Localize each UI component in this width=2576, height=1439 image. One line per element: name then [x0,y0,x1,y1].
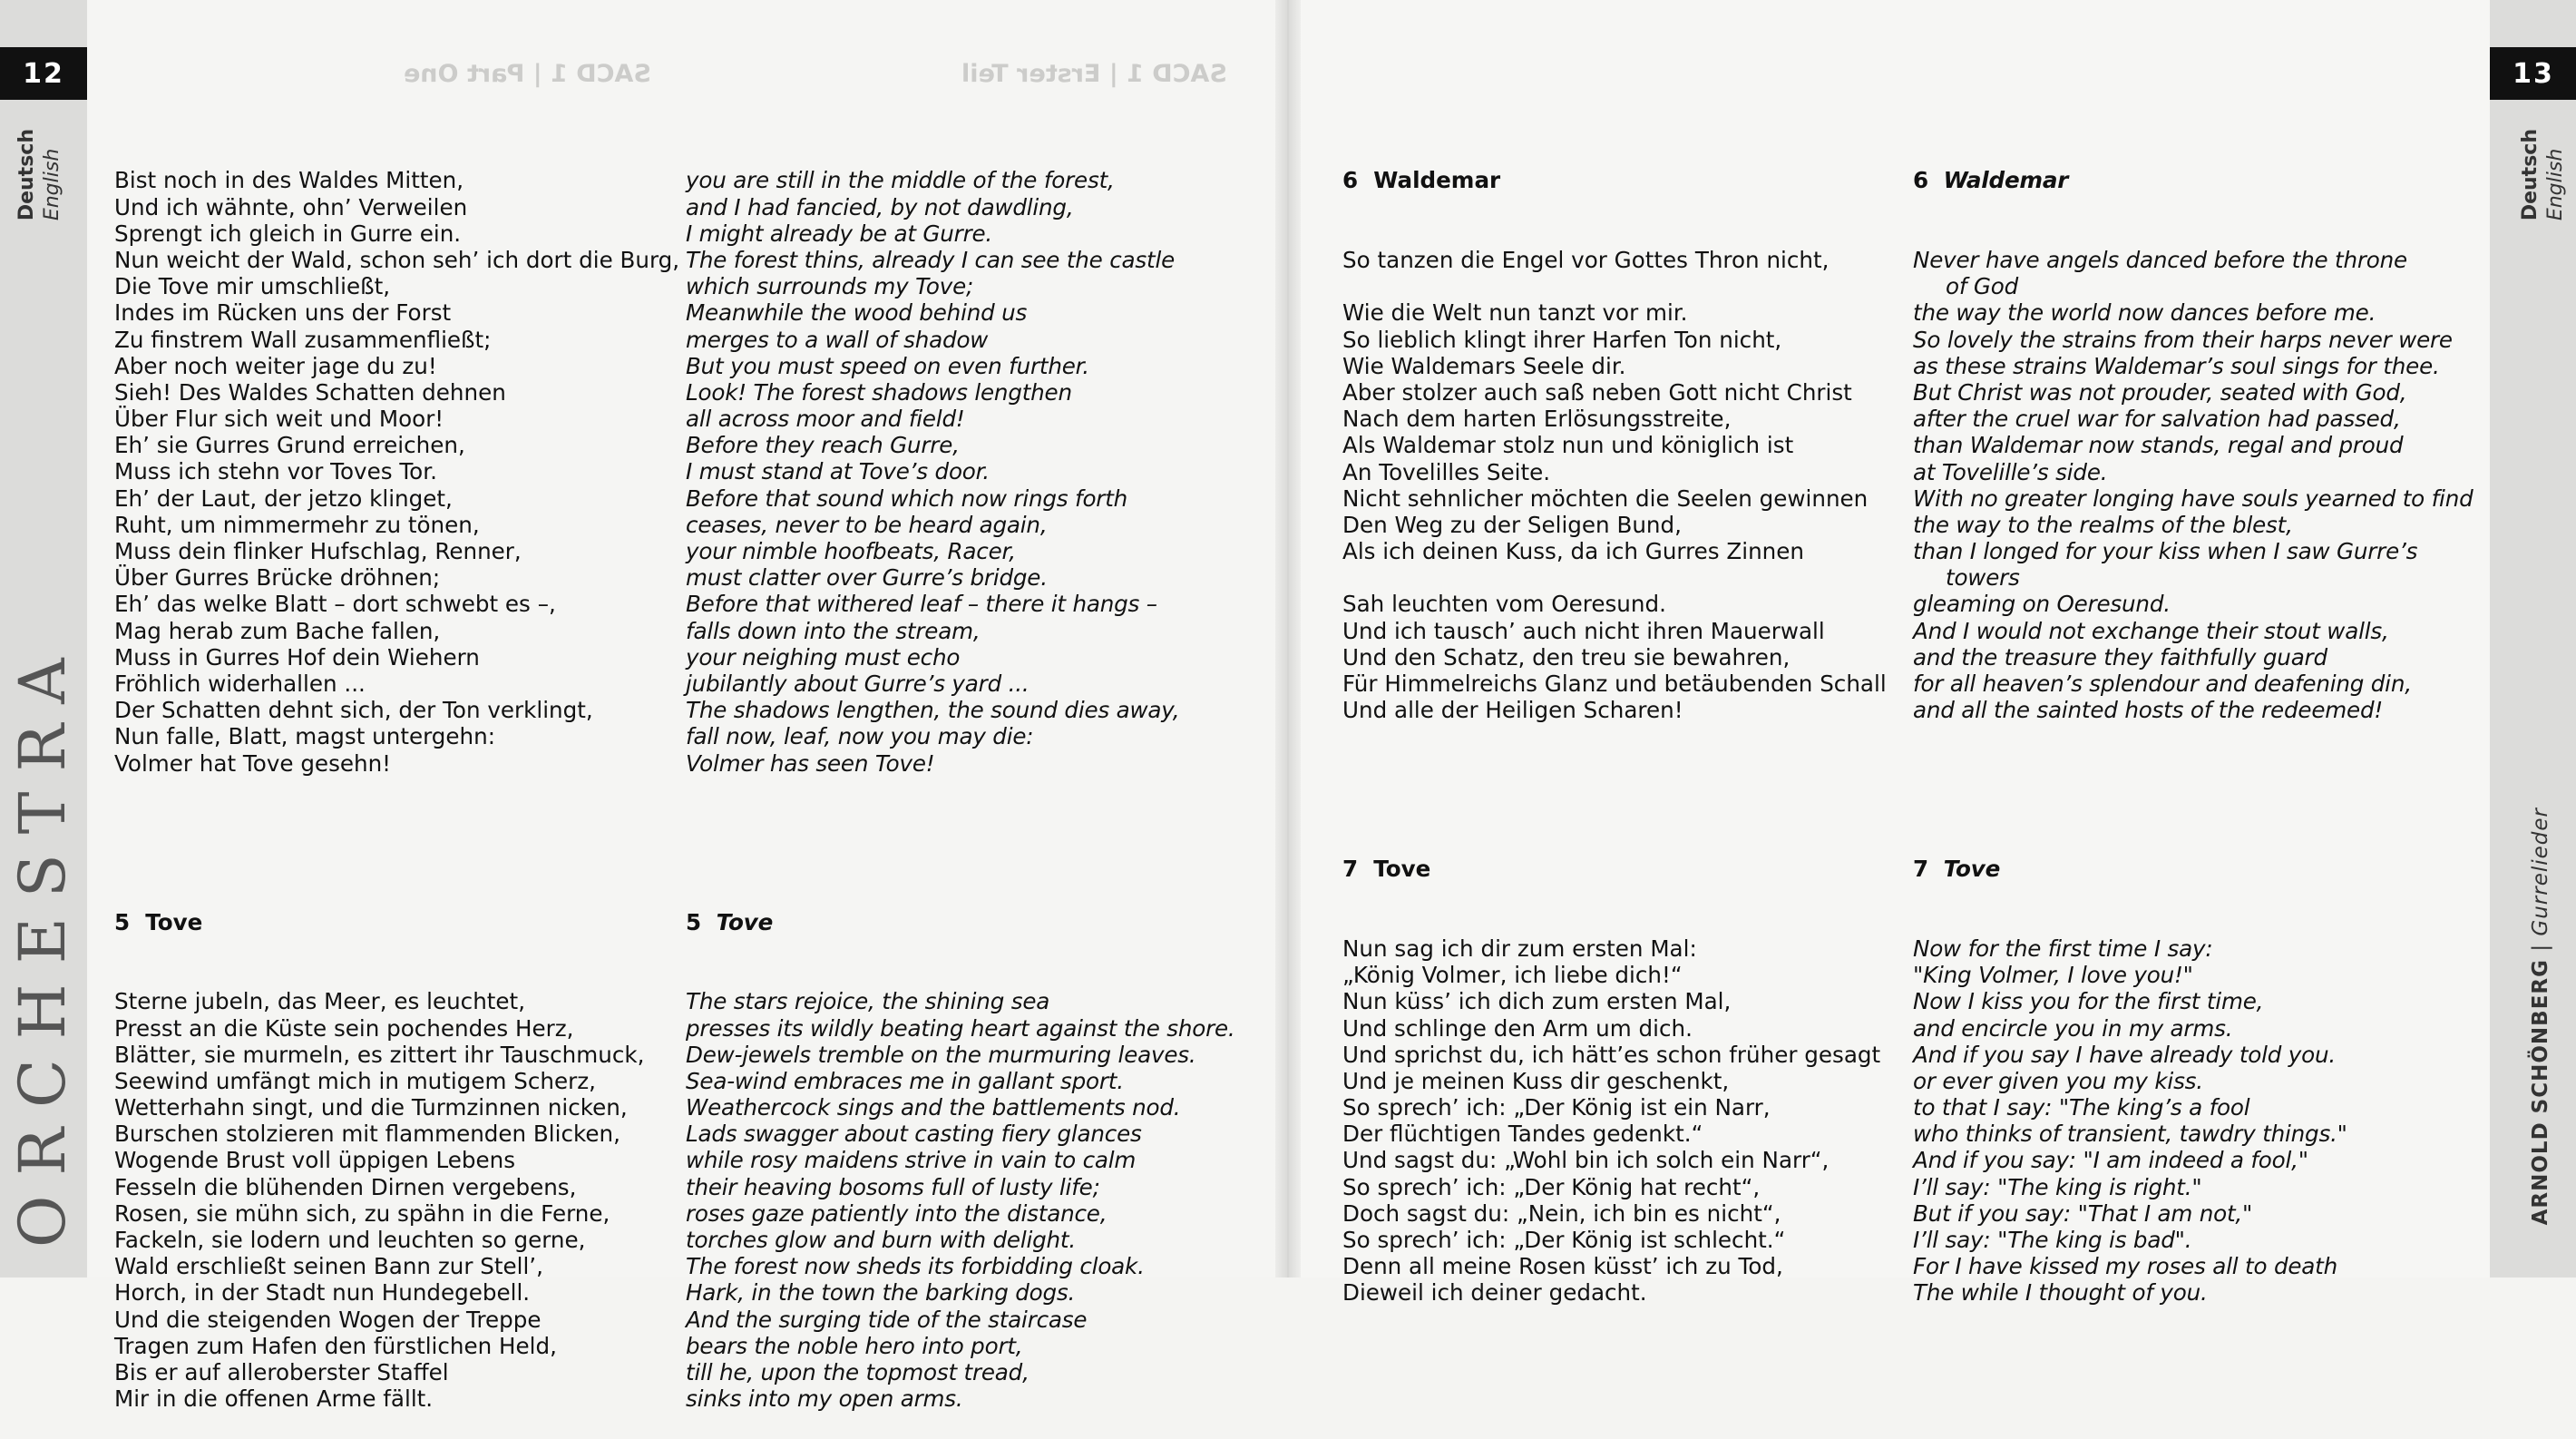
verse-line: Volmer hat Tove gesehn! [114,749,392,777]
verse-line: till he, upon the topmost tread, [686,1358,1029,1385]
verse-line: Und ich tausch’ auch nicht ihren Mauerwall [1342,617,1825,644]
section-title-orchestra: ORCHESTRA [5,638,80,1248]
verse-line: Aber noch weiter jage du zu! [114,352,437,379]
verse-line: Muss ich stehn vor Toves Tor. [114,458,437,485]
verse-line: Seewind umfängt mich in mutigem Scherz, [114,1067,596,1094]
section-heading: 7 Tove [1342,856,1431,883]
verse-line: Before that withered leaf – there it hangs – [686,591,1157,618]
verse-line: jubilantly about Gurre’s yard ... [686,670,1029,697]
verse-line: Nun falle, Blatt, magst untergehn: [114,723,495,750]
verse-line: And the surging tide of the staircase [686,1306,1088,1333]
verse-lines [1342,247,1887,723]
verse-line: But Christ was not prouder, seated with God, [1913,378,2407,406]
section-heading: 6 Waldemar [1342,167,1501,194]
verse-line: „König Volmer, ich liebe dich!“ [1342,962,1683,989]
page-number-right: 13 [2490,47,2576,100]
language-german: Deutsch [2519,129,2542,221]
verse-line: roses gaze patiently into the distance, [686,1199,1107,1227]
verse-line: Eh’ das welke Blatt – dort schwebt es –, [114,591,556,618]
verse-line: Über Flur sich weit und Moor! [114,406,444,433]
verse-line: Presst an die Küste sein pochendes Herz, [114,1014,574,1042]
verse-line: Denn all meine Rosen küsst’ ich zu Tod, [1342,1253,1783,1280]
german-text-column-right [1342,114,1887,1333]
verse-line: Und sagst du: „Wohl bin ich solch ein Narr“, [1342,1147,1830,1174]
verse-line: and I had fancied, by not dawdling, [686,193,1074,220]
verse-line: towers [1946,564,2020,592]
verse-line: Der flüchtigen Tandes gedenkt.“ [1342,1121,1703,1148]
verse-line: Der Schatten dehnt sich, der Ton verklingt, [114,697,593,724]
verse-line: and the treasure they faithfully guard [1913,643,2327,671]
verse-line: Und je meinen Kuss dir geschenkt, [1342,1067,1730,1094]
verse-lines [114,167,679,776]
verse-line: your nimble hoofbeats, Racer, [686,538,1016,565]
verse-line: But you must speed on even further. [686,352,1089,379]
verse-line: Look! The forest shadows lengthen [686,378,1072,406]
verse-line: Aber stolzer auch saß neben Gott nicht Christ [1342,378,1852,406]
verse-line: must clatter over Gurre’s bridge. [686,564,1048,592]
verse-line: to that I say: "The king’s a fool [1913,1094,2250,1121]
german-text-column-left [114,114,679,1439]
verse-line: gleaming on Oeresund. [1913,591,2171,618]
verse-line: Und sprichst du, ich hätt’es schon früher gesagt [1342,1041,1881,1068]
language-tab-right [2518,129,2569,220]
verse-line: presses its wildly beating heart against the shore. [686,1014,1235,1042]
verse-line: So tanzen die Engel vor Gottes Thron nicht, [1342,247,1830,273]
verse-line: at Tovelille’s side. [1913,458,2108,485]
verse-line: ceases, never to be heard again, [686,511,1048,538]
verse-line: Wetterhahn singt, und die Turmzinnen nicken, [114,1094,628,1121]
verse-line: Volmer has seen Tove! [686,749,935,777]
verse-line: And if you say: "I am indeed a fool," [1913,1147,2308,1174]
verse-line: Und die steigenden Wogen der Treppe [114,1306,542,1333]
verse-line: So lieblich klingt ihrer Harfen Ton nicht, [1342,326,1782,353]
verse-line: I’ll say: "The king is right." [1913,1173,2202,1200]
verse-line: the way to the realms of the blest, [1913,511,2293,538]
verse-line: Fesseln die blühenden Dirnen vergebens, [114,1173,577,1200]
verse-line: Nun weicht der Wald, schon seh’ ich dort die Burg, [114,246,680,273]
verse-line: Bis er auf alleroberster Staffel [114,1358,449,1385]
verse-line: Now for the first time I say: [1913,935,2213,962]
verse-line: falls down into the stream, [686,617,981,644]
verse-line: Never have angels danced before the throne [1913,247,2407,273]
section-heading: 5 Tove [686,908,774,935]
verse-line: So sprech’ ich: „Der König ist ein Narr, [1342,1094,1771,1121]
verse-line: Before they reach Gurre, [686,432,960,459]
verse-line: Before that sound which now rings forth [686,485,1128,512]
verse-line: fall now, leaf, now you may die: [686,723,1034,750]
verse-line: Und alle der Heiligen Scharen! [1342,697,1683,724]
verse-line: And I would not exchange their stout walls, [1913,617,2389,644]
language-tab-left [15,129,65,220]
verse-line: your neighing must echo [686,643,961,671]
verse-line: Und ich wähnte, ohn’ Verweilen [114,193,468,220]
verse-line: Doch sagst du: „Nein, ich bin es nicht“, [1342,1199,1781,1227]
verse-line: An Tovelilles Seite. [1342,458,1551,485]
verse-line: So lovely the strains from their harps never were [1913,326,2453,353]
verse-line: Wogende Brust voll üppigen Lebens [114,1147,516,1174]
verse-lines [686,988,1235,1412]
verse-line: Wald erschließt seinen Bann zur Stell’, [114,1253,543,1280]
verse-line: Eh’ der Laut, der jetzo klinget, [114,485,453,512]
verse-line: of God [1946,273,2019,300]
verse-line: Blätter, sie murmeln, es zittert ihr Tauschmuck, [114,1041,645,1068]
verse-line: the way the world now dances before me. [1913,299,2376,327]
verse-line [1342,273,1887,299]
verse-line: Mag herab zum Bache fallen, [114,617,441,644]
verse-line: Fröhlich widerhallen ... [114,670,366,697]
verse-line: Die Tove mir umschließt, [114,273,391,300]
verse-line: The shadows lengthen, the sound dies away, [686,697,1180,724]
verse-line: So sprech’ ich: „Der König hat recht“, [1342,1173,1761,1200]
verse-line: torches glow and burn with delight. [686,1227,1076,1253]
verse-line: Lads swagger about casting fiery glances [686,1121,1142,1148]
verse-line: Nach dem harten Erlösungsstreite, [1342,406,1732,433]
verse-line: Fackeln, sie lodern und leuchten so gerne, [114,1227,586,1253]
verse-line: Als ich deinen Kuss, da ich Gurres Zinnen [1342,538,1804,565]
verse-line: Nun küss’ ich dich zum ersten Mal, [1342,988,1732,1015]
page-number-left: 12 [0,47,87,100]
verse-line: Wie Waldemars Seele dir. [1342,352,1626,379]
language-english: English [2544,148,2567,221]
verse-line [1342,564,1887,591]
verse-line: Dieweil ich deiner gedacht. [1342,1279,1647,1307]
verse-line: Für Himmelreichs Glanz und betäubenden Schall [1342,671,1887,697]
verse-lines [114,988,679,1412]
verse-lines [1913,935,2474,1307]
english-text-column-right [1913,114,2474,1333]
verse-line: Tragen zum Hafen den fürstlichen Held, [114,1332,557,1359]
verse-lines [1342,935,1887,1307]
verse-line: which surrounds my Tove; [686,273,974,300]
verse-line: The forest now sheds its forbidding cloak. [686,1253,1145,1280]
verse-line: The forest thins, already I can see the castle [686,246,1176,273]
composer-work-tab [2529,808,2552,1225]
verse-line: Sah leuchten vom Oeresund. [1342,591,1666,618]
verse-line: Nicht sehnlicher möchten die Seelen gewinnen [1342,485,1869,512]
language-german: Deutsch [15,129,38,221]
english-text-column-left [686,114,1235,1439]
verse-line: But if you say: "That I am not," [1913,1199,2253,1227]
verse-line: Sea-wind embraces me in gallant sport. [686,1067,1124,1094]
section-heading: 5 Tove [114,908,203,935]
verse-line: The stars rejoice, the shining sea [686,988,1050,1015]
verse-line: Als Waldemar stolz nun und königlich ist [1342,432,1794,459]
verse-line: sinks into my open arms. [686,1385,963,1413]
verse-line: "King Volmer, I love you!" [1913,962,2193,989]
verse-line: and all the sainted hosts of the redeemed! [1913,697,2384,724]
verse-line: Muss dein flinker Hufschlag, Renner, [114,538,522,565]
verse-line: Now I kiss you for the first time, [1913,988,2264,1015]
verse-line: Indes im Rücken uns der Forst [114,299,452,327]
verse-lines [686,167,1235,776]
verse-line: as these strains Waldemar’s soul sings for thee. [1913,352,2440,379]
section-heading: 6 Waldemar [1913,167,2069,194]
section-heading: 7 Tove [1913,856,2001,883]
verse-line: Wie die Welt nun tanzt vor mir. [1342,299,1688,327]
verse-line: while rosy maidens strive in vain to calm [686,1147,1137,1174]
composer-name: ARNOLD SCHÖNBERG [2529,958,2552,1226]
verse-line: Horch, in der Stadt nun Hundegebell. [114,1279,531,1307]
verse-line: Eh’ sie Gurres Grund erreichen, [114,432,465,459]
verse-line: for all heaven’s splendour and deafening din, [1913,671,2412,697]
verse-line: bears the noble hero into port, [686,1332,1023,1359]
verse-line: or ever given you my kiss. [1913,1067,2203,1094]
verse-line: Hark, in the town the barking dogs. [686,1279,1076,1307]
verse-line: The while I thought of you. [1913,1279,2208,1307]
show-through-header-en: SACD 1 | Part One [404,60,651,88]
verse-line: And if you say I have already told you. [1913,1041,2337,1068]
work-title: Gurrelieder [2529,808,2552,936]
verse-line: Muss in Gurres Hof dein Wiehern [114,643,480,671]
verse-line: Burschen stolzieren mit flammenden Blicken, [114,1121,620,1148]
verse-line: Den Weg zu der Seligen Bund, [1342,511,1682,538]
verse-line: Sieh! Des Waldes Schatten dehnen [114,378,506,406]
verse-line: Bist noch in des Waldes Mitten, [114,167,464,194]
verse-line: With no greater longing have souls yearned to find [1913,485,2474,512]
verse-lines [1913,247,2474,723]
verse-line: I might already be at Gurre. [686,220,993,247]
verse-line: Sprengt ich gleich in Gurre ein. [114,220,462,247]
verse-line: Und den Schatz, den treu sie bewahren, [1342,643,1791,671]
verse-line: For I have kissed my roses all to death [1913,1253,2337,1280]
verse-line: Nun sag ich dir zum ersten Mal: [1342,935,1697,962]
verse-line: than Waldemar now stands, regal and proud [1913,432,2404,459]
verse-line: than I longed for your kiss when I saw Gurre’s [1913,538,2418,565]
verse-line: Über Gurres Brücke dröhnen; [114,564,441,592]
verse-line: after the cruel war for salvation had passed, [1913,406,2401,433]
verse-line: Rosen, sie mühn sich, zu spähn in die Ferne, [114,1199,610,1227]
verse-line: Weathercock sings and the battlements nod. [686,1094,1181,1121]
verse-line: merges to a wall of shadow [686,326,989,353]
show-through-header-de: SACD 1 | Erster Teil [961,60,1227,88]
language-english: English [41,148,63,221]
verse-line: and encircle you in my arms. [1913,1014,2233,1042]
verse-line: Und schlinge den Arm um dich. [1342,1014,1693,1042]
verse-line: Zu finstrem Wall zusammenfließt; [114,326,492,353]
verse-line: Meanwhile the wood behind us [686,299,1028,327]
verse-line: Sterne jubeln, das Meer, es leuchtet, [114,988,526,1015]
verse-line: I must stand at Tove’s door. [686,458,990,485]
verse-line: Mir in die offenen Arme fällt. [114,1385,434,1413]
verse-line: their heaving bosoms full of lusty life; [686,1173,1100,1200]
book-spine [1275,0,1301,1277]
verse-line: Dew-jewels tremble on the murmuring leaves. [686,1041,1196,1068]
verse-line: I’ll say: "The king is bad". [1913,1227,2192,1254]
verse-line: Ruht, um nimmermehr zu tönen, [114,511,480,538]
separator: | [2529,935,2552,959]
verse-line: you are still in the middle of the forest, [686,167,1115,194]
verse-line: So sprech’ ich: „Der König ist schlecht.“ [1342,1227,1786,1254]
verse-line: who thinks of transient, tawdry things." [1913,1121,2347,1148]
verse-line: all across moor and field! [686,406,965,433]
